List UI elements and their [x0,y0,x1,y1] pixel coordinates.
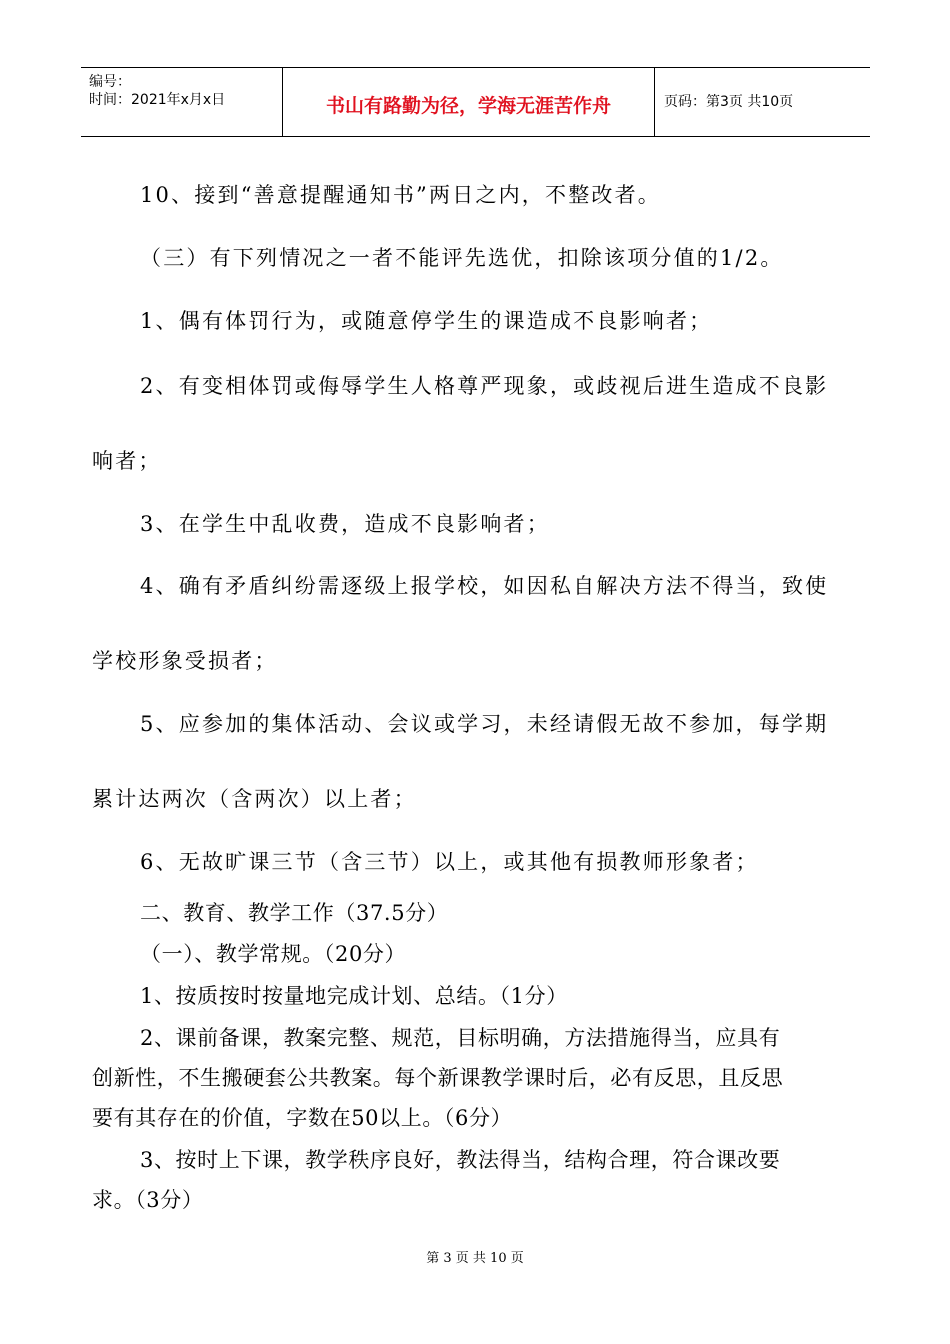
header-motto: 书山有路勤为径，学海无涯苦作舟 [325,95,611,117]
body-line-2: （三）有下列情况之一者不能评先选优，扣除该项分值的1/2。 [140,246,784,270]
header-page-number: 页码：第3页 共10页 [664,94,794,110]
body-line-14: 1、按质按时按量地完成计划、总结。（1分） [140,984,568,1008]
body-line-15: 2、课前备课，教案完整、规范，目标明确，方法措施得当，应具有 [140,1026,781,1050]
body-line-11: 6、无故旷课三节（含三节）以上，或其他有损教师形象者； [140,850,759,874]
body-line-16: 创新性，不生搬硬套公共教案。每个新课教学课时后，必有反思，且反思 [92,1066,784,1090]
body-line-10: 累计达两次（含两次）以上者； [92,787,417,811]
section-heading: 二、教育、教学工作（37.5分） [140,901,449,925]
body-line-3: 1、偶有体罚行为，或随意停学生的课造成不良影响者； [140,309,713,333]
header-info-cell [81,68,282,136]
body-line-19: 求。（3分） [92,1188,204,1212]
body-line-6: 3、在学生中乱收费，造成不良影响者； [140,512,550,536]
subsection-heading: （一）、教学常规。（20分） [140,942,407,966]
document-number-label: 编号： [89,74,131,90]
body-line-8: 学校形象受损者； [92,649,278,673]
body-line-18: 3、按时上下课，教学秩序良好，教法得当，结构合理，符合课改要 [140,1148,781,1172]
body-line-1: 10、接到“善意提醒通知书”两日之内，不整改者。 [140,183,661,207]
body-line-9: 5、应参加的集体活动、会议或学习，未经请假无故不参加，每学期 [140,712,829,736]
body-line-7: 4、确有矛盾纠纷需逐级上报学校，如因私自解决方法不得当，致使 [140,574,829,598]
page-footer: 第 3 页 共 10 页 [426,1251,524,1266]
header-motto-cell [282,68,655,136]
body-line-5: 响者； [92,449,162,473]
body-line-4: 2、有变相体罚或侮辱学生人格尊严现象，或歧视后进生造成不良影 [140,374,829,398]
document-time-label: 时间：2021年x月x日 [89,92,226,108]
header-page-cell [654,68,870,136]
body-line-17: 要有其存在的价值，字数在50以上。（6分） [92,1106,513,1130]
page-header [81,67,870,137]
